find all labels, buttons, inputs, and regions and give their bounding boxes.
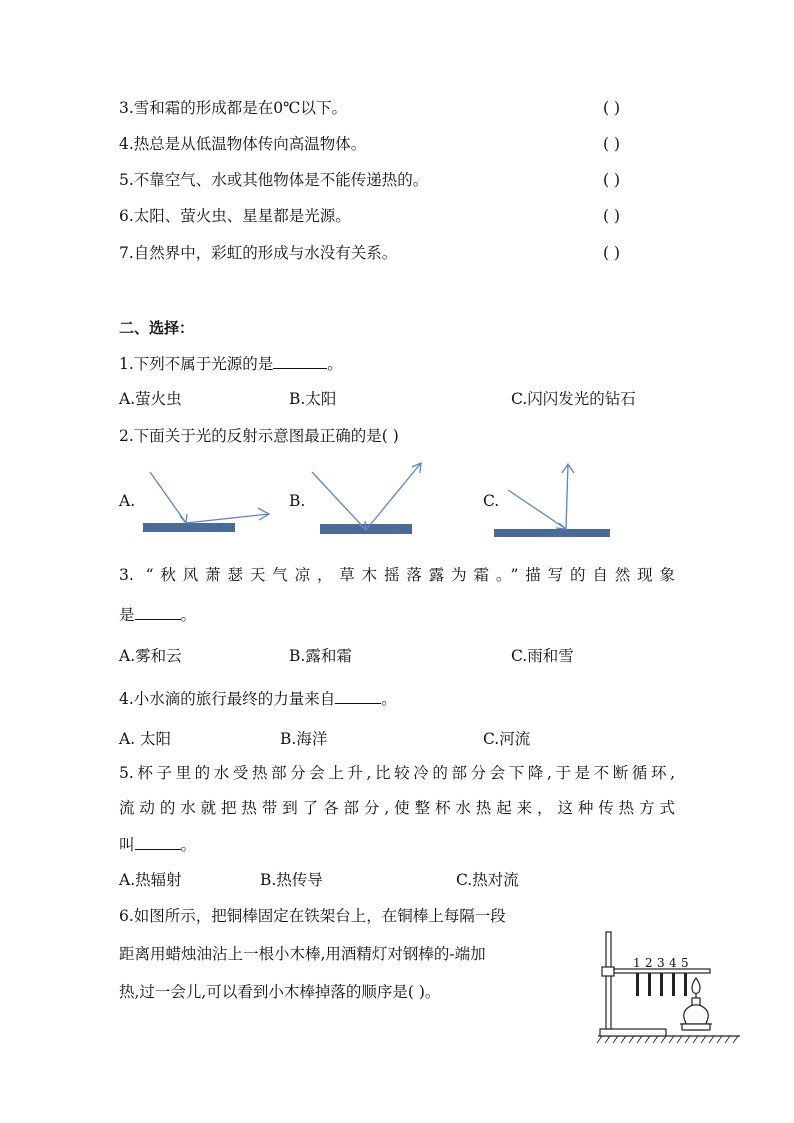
stick-number: 3: [657, 956, 665, 970]
q3-option-c[interactable]: C.雨和雪: [511, 647, 574, 665]
question-3-line-2: [119, 603, 196, 626]
q4-option-b[interactable]: B.海洋: [280, 730, 328, 748]
q5-option-b[interactable]: B.热传导: [260, 871, 323, 889]
question-1-stem: 1.下列不属于光源的是: [119, 355, 274, 373]
mirror-surface-a: [143, 523, 235, 532]
q3-option-b[interactable]: B.露和霜: [289, 647, 352, 665]
reflection-diagram-a: [140, 462, 280, 537]
judgement-item-4: 4.热总是从低温物体传向高温物体。: [119, 135, 367, 153]
question-3-line-1: 3. “秋风萧瑟天气凉，草木摇落露为霜。”描写的自然现象: [119, 566, 675, 584]
judgement-item-5: 5.不靠空气、水或其他物体是不能传递热的。: [119, 171, 429, 189]
judgement-item-6: 6.太阳、萤火虫、星星都是光源。: [119, 207, 351, 225]
question-3-end: 。: [180, 606, 197, 624]
judgement-item-3: 3.雪和霜的形成都是在0℃以下。: [119, 99, 347, 117]
question-5-line3-text: 叫: [119, 836, 135, 854]
mirror-surface-c: [494, 529, 610, 537]
table-hatch: [597, 1036, 738, 1043]
question-6-line-3: 热,过一会儿,可以看到小木棒掉落的顺序是( )。: [119, 983, 441, 1001]
question-6-line-1: 6.如图所示，把铜棒固定在铁架台上，在铜棒上每隔一段: [119, 907, 506, 925]
answer-paren-7[interactable]: ( ): [603, 244, 621, 262]
q3-option-a[interactable]: A.雾和云: [119, 647, 182, 665]
answer-paren-6[interactable]: ( ): [603, 207, 621, 225]
wooden-stick: [672, 973, 675, 996]
answer-paren-3[interactable]: ( ): [603, 99, 621, 117]
question-1: [119, 352, 343, 375]
answer-blank-1[interactable]: [273, 352, 327, 369]
incident-ray-b: [312, 472, 366, 530]
stick-number: 2: [645, 956, 653, 970]
reflection-diagram-c: [490, 456, 620, 541]
wooden-stick: [648, 973, 651, 996]
q1-option-a[interactable]: A.萤火虫: [119, 390, 182, 408]
reflected-ray-c: [566, 464, 568, 529]
answer-paren-4[interactable]: ( ): [603, 135, 621, 153]
question-5-line-1: 5.杯子里的水受热部分会上升,比较冷的部分会下降,于是不断循环,: [119, 764, 675, 782]
wooden-sticks: [636, 973, 687, 996]
question-6-line-2: 距离用蜡烛油沾上一根小木棒,用酒精灯对钢棒的-端加: [119, 945, 486, 963]
incident-ray-c: [508, 490, 566, 529]
question-5-line-2: 流动的水就把热带到了各部分,使整杯水热起来，这种传热方式: [119, 799, 675, 817]
question-4-stem: 4.小水滴的旅行最终的力量来自: [119, 690, 336, 708]
q5-option-c[interactable]: C.热对流: [456, 871, 519, 889]
heat-conduction-apparatus: [592, 926, 742, 1048]
wooden-stick: [684, 973, 687, 996]
clamp: [602, 967, 614, 976]
stick-number: 4: [669, 956, 677, 970]
stick-number: 5: [681, 956, 689, 970]
q2-option-a[interactable]: A.: [119, 492, 136, 510]
wooden-stick: [636, 973, 639, 996]
question-3-stem2: 是: [119, 606, 135, 624]
q4-option-c[interactable]: C.河流: [483, 730, 531, 748]
stand-pole: [606, 932, 611, 1029]
stick-number: 1: [633, 956, 641, 970]
answer-paren-5[interactable]: ( ): [603, 171, 621, 189]
lamp-neck: [692, 998, 700, 1005]
lamp-flame: [692, 978, 700, 994]
q1-option-b[interactable]: B.太阳: [289, 390, 337, 408]
answer-blank-3[interactable]: [135, 603, 181, 620]
reflected-ray-b: [366, 463, 421, 530]
answer-blank-4[interactable]: [335, 687, 381, 704]
q4-option-a[interactable]: A. 太阳: [119, 730, 172, 748]
question-4: [119, 687, 397, 710]
reflected-ray-a: [186, 514, 269, 523]
question-4-end: 。: [381, 690, 397, 708]
q2-option-b[interactable]: B.: [289, 492, 306, 510]
judgement-item-7: 7.自然界中，彩虹的形成与水没有关系。: [119, 244, 398, 262]
question-5-line-3: [119, 833, 196, 856]
section-heading: 二、选择：: [119, 319, 195, 337]
question-1-end: 。: [327, 355, 343, 373]
question-2: 2.下面关于光的反射示意图最正确的是( ): [119, 427, 399, 445]
q1-option-c[interactable]: C.闪闪发光的钻石: [511, 390, 636, 408]
q2-option-c[interactable]: C.: [483, 492, 500, 510]
lamp-pad: [682, 1024, 710, 1030]
q5-option-a[interactable]: A.热辐射: [119, 871, 182, 889]
incident-ray-a: [150, 472, 186, 523]
wooden-stick: [660, 973, 663, 996]
question-5-end: 。: [180, 836, 197, 854]
stand-base: [600, 1029, 666, 1036]
reflection-diagram-b: [308, 456, 443, 541]
answer-blank-5[interactable]: [135, 833, 181, 850]
